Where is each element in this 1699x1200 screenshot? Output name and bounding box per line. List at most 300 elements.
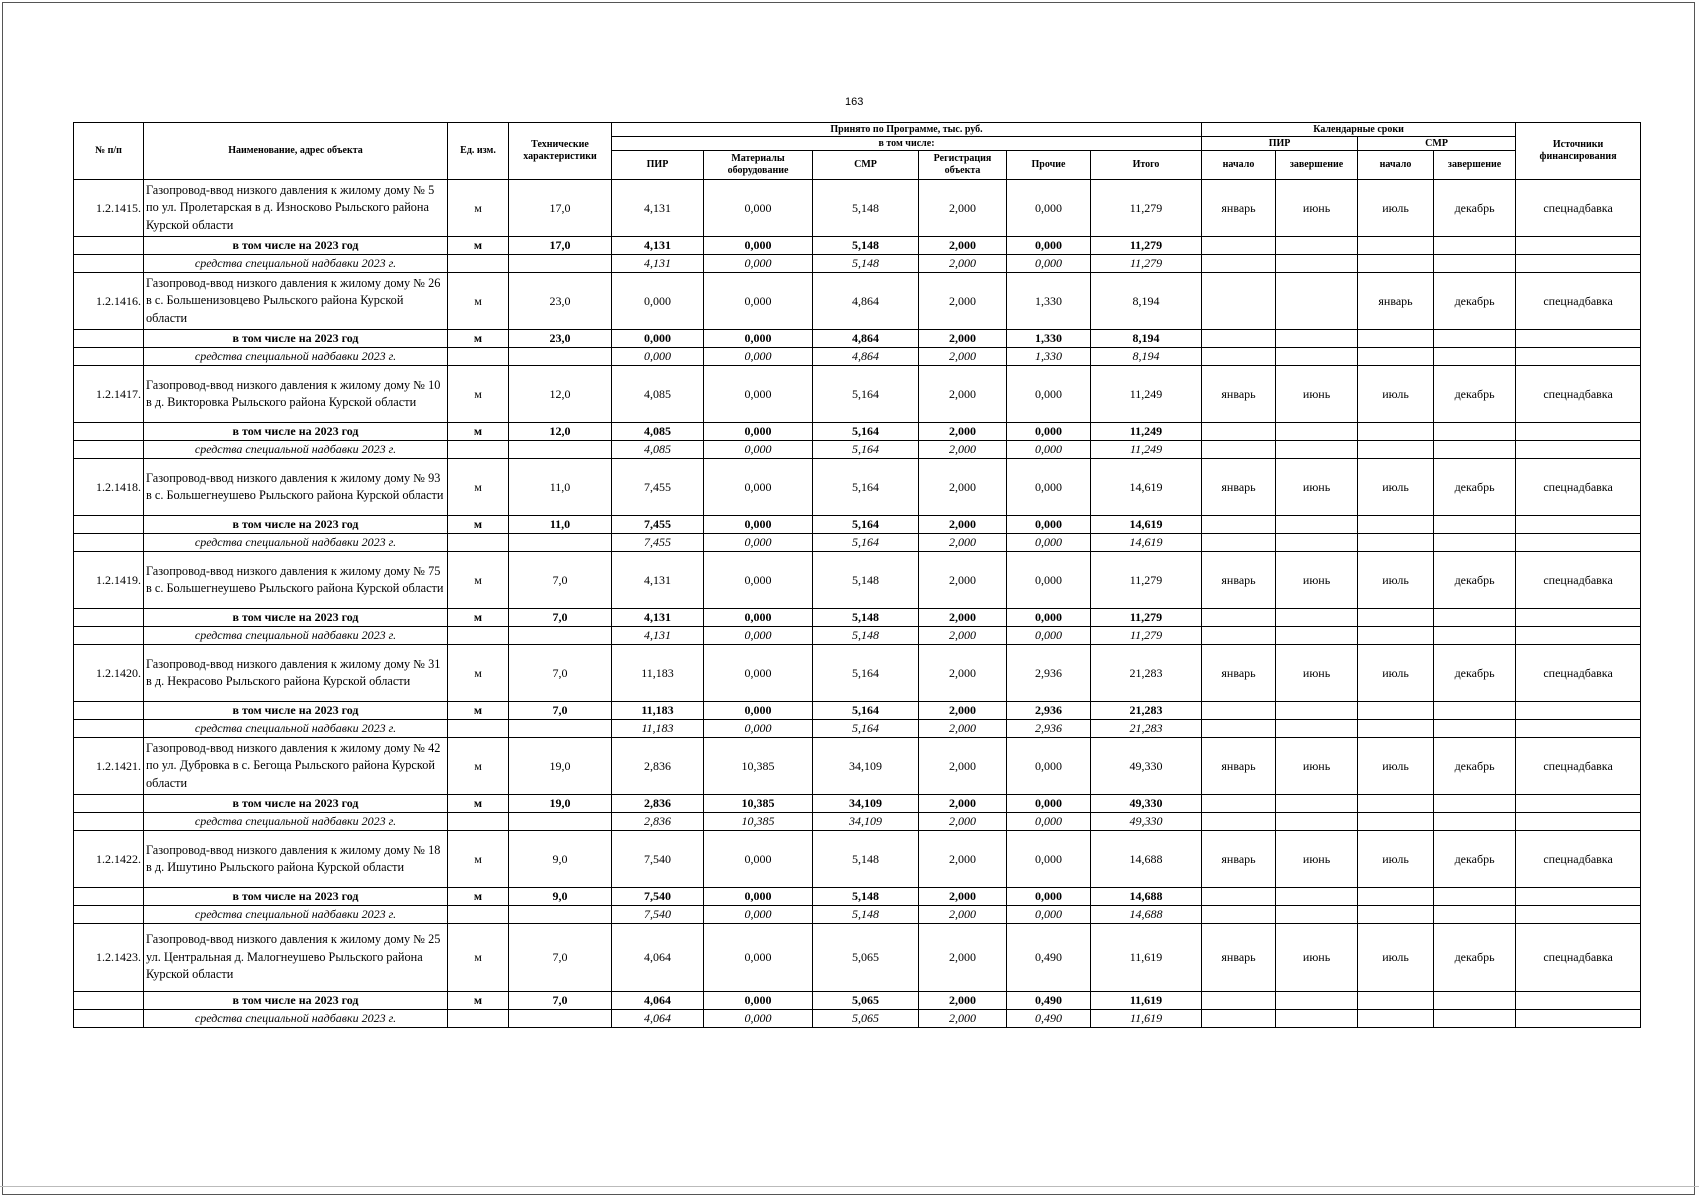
smr-value: 5,148 (813, 255, 919, 273)
header-materials: Материалы оборудование (704, 151, 813, 180)
empty-cell (1434, 1010, 1516, 1028)
fund-subtotal-label: средства специальной надбавки 2023 г. (144, 441, 448, 459)
object-name: Газопровод-ввод низкого давления к жилому дому № 93 в с. Большегнеушево Рыльского района Курской области (144, 459, 448, 516)
smr-end: декабрь (1434, 645, 1516, 702)
pir-value: 7,540 (612, 906, 704, 924)
pir-value: 7,455 (612, 459, 704, 516)
total-value: 14,619 (1091, 459, 1202, 516)
year-subtotal-label: в том числе на 2023 год (144, 330, 448, 348)
pir-end: июнь (1276, 459, 1358, 516)
empty-cell (1276, 609, 1358, 627)
funding-source: спецнадбавка (1516, 552, 1641, 609)
page-number: 163 (845, 96, 864, 108)
empty-cell (509, 813, 612, 831)
empty-cell (74, 888, 144, 906)
empty-cell (1516, 237, 1641, 255)
unit: м (448, 609, 509, 627)
empty-cell (1516, 348, 1641, 366)
funding-source: спецнадбавка (1516, 366, 1641, 423)
pir-start: январь (1202, 552, 1276, 609)
smr-start: июль (1358, 924, 1434, 992)
materials-value: 0,000 (704, 180, 813, 237)
materials-value: 0,000 (704, 720, 813, 738)
materials-value: 0,000 (704, 366, 813, 423)
registration-value: 2,000 (919, 516, 1007, 534)
smr-value: 5,164 (813, 702, 919, 720)
year-subtotal-row (74, 992, 1641, 1010)
empty-cell (1202, 516, 1276, 534)
empty-cell (74, 441, 144, 459)
registration-value: 2,000 (919, 180, 1007, 237)
other-value: 2,936 (1007, 645, 1091, 702)
unit: м (448, 738, 509, 795)
fund-subtotal-row (74, 348, 1641, 366)
materials-value: 0,000 (704, 627, 813, 645)
registration-value: 2,000 (919, 906, 1007, 924)
empty-cell (1202, 441, 1276, 459)
empty-cell (74, 1010, 144, 1028)
fund-subtotal-row (74, 906, 1641, 924)
empty-cell (1202, 720, 1276, 738)
empty-cell (74, 255, 144, 273)
empty-cell (509, 441, 612, 459)
object-id: 1.2.1418. (74, 459, 144, 516)
other-value: 0,000 (1007, 534, 1091, 552)
smr-end: декабрь (1434, 552, 1516, 609)
empty-cell (1276, 237, 1358, 255)
registration-value: 2,000 (919, 441, 1007, 459)
header-source: Источники финансирования (1516, 123, 1641, 180)
funding-source: спецнадбавка (1516, 180, 1641, 237)
registration-value: 2,000 (919, 1010, 1007, 1028)
smr-value: 5,164 (813, 423, 919, 441)
smr-value: 5,148 (813, 609, 919, 627)
fund-subtotal-label: средства специальной надбавки 2023 г. (144, 720, 448, 738)
materials-value: 0,000 (704, 552, 813, 609)
registration-value: 2,000 (919, 924, 1007, 992)
empty-cell (1276, 348, 1358, 366)
empty-cell (1516, 1010, 1641, 1028)
total-value: 11,279 (1091, 237, 1202, 255)
pir-value: 7,540 (612, 888, 704, 906)
registration-value: 2,000 (919, 237, 1007, 255)
fund-subtotal-row (74, 441, 1641, 459)
empty-cell (1202, 348, 1276, 366)
other-value: 0,000 (1007, 738, 1091, 795)
object-name: Газопровод-ввод низкого давления к жилому дому № 5 по ул. Пролетарская в д. Износково Рыльского района Курской области (144, 180, 448, 237)
header-accepted: Принято по Программе, тыс. руб. (612, 123, 1202, 137)
empty-cell (74, 330, 144, 348)
tech-value: 19,0 (509, 738, 612, 795)
smr-value: 4,864 (813, 330, 919, 348)
pir-value: 4,131 (612, 609, 704, 627)
total-value: 8,194 (1091, 273, 1202, 330)
tech-value: 7,0 (509, 702, 612, 720)
funding-source: спецнадбавка (1516, 459, 1641, 516)
registration-value: 2,000 (919, 255, 1007, 273)
registration-value: 2,000 (919, 831, 1007, 888)
empty-cell (509, 1010, 612, 1028)
tech-value: 9,0 (509, 888, 612, 906)
smr-value: 4,864 (813, 348, 919, 366)
header-smr-start: начало (1358, 151, 1434, 180)
materials-value: 0,000 (704, 645, 813, 702)
empty-cell (448, 906, 509, 924)
pir-start: январь (1202, 645, 1276, 702)
smr-start: июль (1358, 645, 1434, 702)
pir-start (1202, 273, 1276, 330)
empty-cell (74, 813, 144, 831)
empty-cell (1434, 255, 1516, 273)
pir-end: июнь (1276, 924, 1358, 992)
materials-value: 0,000 (704, 888, 813, 906)
tech-value: 17,0 (509, 237, 612, 255)
registration-value: 2,000 (919, 627, 1007, 645)
year-subtotal-row (74, 237, 1641, 255)
empty-cell (1434, 348, 1516, 366)
object-id: 1.2.1417. (74, 366, 144, 423)
empty-cell (1516, 906, 1641, 924)
empty-cell (1358, 888, 1434, 906)
empty-cell (1202, 609, 1276, 627)
empty-cell (1202, 702, 1276, 720)
unit: м (448, 888, 509, 906)
empty-cell (1358, 609, 1434, 627)
smr-end: декабрь (1434, 180, 1516, 237)
smr-value: 5,148 (813, 180, 919, 237)
pir-start: январь (1202, 180, 1276, 237)
table-row (74, 366, 1641, 423)
pir-start: январь (1202, 924, 1276, 992)
other-value: 0,000 (1007, 441, 1091, 459)
empty-cell (1202, 627, 1276, 645)
pir-end: июнь (1276, 366, 1358, 423)
pir-value: 0,000 (612, 273, 704, 330)
empty-cell (509, 348, 612, 366)
object-name: Газопровод-ввод низкого давления к жилому дому № 10 в д. Викторовка Рыльского района Курской области (144, 366, 448, 423)
header-pir-end: завершение (1276, 151, 1358, 180)
object-name: Газопровод-ввод низкого давления к жилому дому № 31 в д. Некрасово Рыльского района Курской области (144, 645, 448, 702)
pir-end: июнь (1276, 738, 1358, 795)
empty-cell (1358, 992, 1434, 1010)
pir-value: 7,540 (612, 831, 704, 888)
empty-cell (1434, 237, 1516, 255)
materials-value: 0,000 (704, 441, 813, 459)
pir-value: 11,183 (612, 720, 704, 738)
unit: м (448, 459, 509, 516)
total-value: 21,283 (1091, 645, 1202, 702)
pir-value: 4,131 (612, 627, 704, 645)
fund-subtotal-label: средства специальной надбавки 2023 г. (144, 1010, 448, 1028)
empty-cell (1516, 720, 1641, 738)
registration-value: 2,000 (919, 795, 1007, 813)
header-smr: СМР (813, 151, 919, 180)
empty-cell (1202, 237, 1276, 255)
other-value: 1,330 (1007, 330, 1091, 348)
smr-start: июль (1358, 552, 1434, 609)
object-name: Газопровод-ввод низкого давления к жилому дому № 75 в с. Большегнеушево Рыльского района Курской области (144, 552, 448, 609)
empty-cell (1358, 237, 1434, 255)
empty-cell (1434, 609, 1516, 627)
pir-end: июнь (1276, 180, 1358, 237)
empty-cell (448, 813, 509, 831)
empty-cell (1434, 627, 1516, 645)
total-value: 49,330 (1091, 795, 1202, 813)
other-value: 0,000 (1007, 423, 1091, 441)
empty-cell (74, 702, 144, 720)
empty-cell (1276, 627, 1358, 645)
total-value: 11,249 (1091, 366, 1202, 423)
smr-value: 5,164 (813, 516, 919, 534)
unit: м (448, 831, 509, 888)
pir-value: 2,836 (612, 795, 704, 813)
pir-start: январь (1202, 459, 1276, 516)
header-name: Наименование, адрес объекта (144, 123, 448, 180)
empty-cell (1516, 330, 1641, 348)
empty-cell (1358, 348, 1434, 366)
total-value: 49,330 (1091, 813, 1202, 831)
registration-value: 2,000 (919, 366, 1007, 423)
registration-value: 2,000 (919, 992, 1007, 1010)
funding-source: спецнадбавка (1516, 645, 1641, 702)
materials-value: 0,000 (704, 702, 813, 720)
unit: м (448, 366, 509, 423)
empty-cell (1276, 1010, 1358, 1028)
funding-source: спецнадбавка (1516, 738, 1641, 795)
empty-cell (1434, 702, 1516, 720)
pir-value: 4,131 (612, 237, 704, 255)
total-value: 11,619 (1091, 1010, 1202, 1028)
smr-start: июль (1358, 366, 1434, 423)
tech-value: 11,0 (509, 516, 612, 534)
table-row (74, 645, 1641, 702)
pir-value: 4,131 (612, 552, 704, 609)
header-total: Итого (1091, 151, 1202, 180)
empty-cell (448, 534, 509, 552)
empty-cell (1434, 906, 1516, 924)
materials-value: 0,000 (704, 992, 813, 1010)
pir-value: 4,085 (612, 441, 704, 459)
header-pir: ПИР (612, 151, 704, 180)
empty-cell (1276, 813, 1358, 831)
year-subtotal-label: в том числе на 2023 год (144, 237, 448, 255)
fund-subtotal-row (74, 255, 1641, 273)
total-value: 14,619 (1091, 516, 1202, 534)
year-subtotal-label: в том числе на 2023 год (144, 423, 448, 441)
smr-end: декабрь (1434, 738, 1516, 795)
other-value: 0,000 (1007, 795, 1091, 813)
object-id: 1.2.1421. (74, 738, 144, 795)
empty-cell (1202, 795, 1276, 813)
fund-subtotal-label: средства специальной надбавки 2023 г. (144, 255, 448, 273)
fund-subtotal-row (74, 720, 1641, 738)
other-value: 0,000 (1007, 906, 1091, 924)
empty-cell (1434, 813, 1516, 831)
empty-cell (1276, 702, 1358, 720)
pir-end: июнь (1276, 831, 1358, 888)
empty-cell (74, 627, 144, 645)
empty-cell (1434, 330, 1516, 348)
empty-cell (1358, 423, 1434, 441)
pir-start: январь (1202, 366, 1276, 423)
smr-value: 5,148 (813, 552, 919, 609)
pir-value: 2,836 (612, 813, 704, 831)
year-subtotal-row (74, 795, 1641, 813)
empty-cell (1516, 702, 1641, 720)
empty-cell (74, 516, 144, 534)
empty-cell (1434, 441, 1516, 459)
other-value: 0,000 (1007, 552, 1091, 609)
empty-cell (1358, 795, 1434, 813)
empty-cell (1434, 423, 1516, 441)
pir-value: 11,183 (612, 702, 704, 720)
header-cal-pir: ПИР (1202, 137, 1358, 151)
year-subtotal-row (74, 516, 1641, 534)
empty-cell (74, 534, 144, 552)
total-value: 11,619 (1091, 992, 1202, 1010)
fund-subtotal-row (74, 627, 1641, 645)
smr-value: 5,164 (813, 534, 919, 552)
pir-end (1276, 273, 1358, 330)
header-unit: Ед. изм. (448, 123, 509, 180)
empty-cell (1434, 720, 1516, 738)
header-other: Прочие (1007, 151, 1091, 180)
object-name: Газопровод-ввод низкого давления к жилому дому № 42 по ул. Дубровка в с. Бегоща Рыльского района Курской области (144, 738, 448, 795)
empty-cell (448, 720, 509, 738)
table-row (74, 738, 1641, 795)
year-subtotal-label: в том числе на 2023 год (144, 516, 448, 534)
table-body (74, 180, 1641, 1028)
smr-value: 5,065 (813, 924, 919, 992)
empty-cell (1434, 534, 1516, 552)
unit: м (448, 423, 509, 441)
empty-cell (74, 992, 144, 1010)
total-value: 21,283 (1091, 720, 1202, 738)
smr-end: декабрь (1434, 366, 1516, 423)
tech-value: 9,0 (509, 831, 612, 888)
total-value: 11,249 (1091, 441, 1202, 459)
empty-cell (1276, 906, 1358, 924)
materials-value: 10,385 (704, 795, 813, 813)
materials-value: 0,000 (704, 924, 813, 992)
empty-cell (1276, 330, 1358, 348)
registration-value: 2,000 (919, 702, 1007, 720)
funding-source: спецнадбавка (1516, 924, 1641, 992)
materials-value: 10,385 (704, 738, 813, 795)
other-value: 0,000 (1007, 516, 1091, 534)
empty-cell (74, 348, 144, 366)
smr-start: июль (1358, 738, 1434, 795)
registration-value: 2,000 (919, 423, 1007, 441)
registration-value: 2,000 (919, 552, 1007, 609)
tech-value: 19,0 (509, 795, 612, 813)
smr-end: декабрь (1434, 924, 1516, 992)
empty-cell (1276, 516, 1358, 534)
empty-cell (1276, 534, 1358, 552)
smr-start: июль (1358, 180, 1434, 237)
empty-cell (1358, 255, 1434, 273)
smr-value: 34,109 (813, 813, 919, 831)
materials-value: 0,000 (704, 1010, 813, 1028)
total-value: 14,688 (1091, 831, 1202, 888)
smr-value: 5,148 (813, 831, 919, 888)
fund-subtotal-label: средства специальной надбавки 2023 г. (144, 627, 448, 645)
object-name: Газопровод-ввод низкого давления к жилому дому № 26 в с. Большенизовцево Рыльского района Курской области (144, 273, 448, 330)
header-no: № п/п (74, 123, 144, 180)
fund-subtotal-row (74, 813, 1641, 831)
header-cal-smr: СМР (1358, 137, 1516, 151)
empty-cell (1434, 992, 1516, 1010)
smr-value: 5,148 (813, 627, 919, 645)
empty-cell (1358, 720, 1434, 738)
empty-cell (509, 255, 612, 273)
empty-cell (448, 255, 509, 273)
table-row (74, 180, 1641, 237)
empty-cell (1358, 813, 1434, 831)
pir-value: 4,131 (612, 180, 704, 237)
year-subtotal-row (74, 609, 1641, 627)
total-value: 14,688 (1091, 906, 1202, 924)
other-value: 0,000 (1007, 831, 1091, 888)
smr-value: 5,065 (813, 1010, 919, 1028)
pir-value: 4,064 (612, 924, 704, 992)
total-value: 11,279 (1091, 180, 1202, 237)
unit: м (448, 273, 509, 330)
tech-value: 7,0 (509, 552, 612, 609)
empty-cell (448, 627, 509, 645)
total-value: 8,194 (1091, 330, 1202, 348)
table-row (74, 459, 1641, 516)
object-id: 1.2.1423. (74, 924, 144, 992)
empty-cell (74, 609, 144, 627)
pir-end: июнь (1276, 645, 1358, 702)
empty-cell (1358, 534, 1434, 552)
empty-cell (1358, 441, 1434, 459)
table-row (74, 831, 1641, 888)
object-id: 1.2.1420. (74, 645, 144, 702)
empty-cell (74, 906, 144, 924)
empty-cell (1516, 813, 1641, 831)
empty-cell (74, 237, 144, 255)
fund-subtotal-label: средства специальной надбавки 2023 г. (144, 813, 448, 831)
registration-value: 2,000 (919, 888, 1007, 906)
funding-source: спецнадбавка (1516, 831, 1641, 888)
materials-value: 0,000 (704, 609, 813, 627)
other-value: 0,000 (1007, 459, 1091, 516)
smr-end: декабрь (1434, 273, 1516, 330)
empty-cell (1516, 627, 1641, 645)
tech-value: 7,0 (509, 609, 612, 627)
other-value: 0,490 (1007, 1010, 1091, 1028)
empty-cell (1434, 888, 1516, 906)
registration-value: 2,000 (919, 720, 1007, 738)
other-value: 1,330 (1007, 348, 1091, 366)
smr-value: 5,164 (813, 366, 919, 423)
object-name: Газопровод-ввод низкого давления к жилому дому № 25 ул. Центральная д. Малогнеушево Рыльского района Курской области (144, 924, 448, 992)
year-subtotal-label: в том числе на 2023 год (144, 609, 448, 627)
object-id: 1.2.1419. (74, 552, 144, 609)
pir-value: 2,836 (612, 738, 704, 795)
total-value: 11,279 (1091, 627, 1202, 645)
empty-cell (448, 441, 509, 459)
year-subtotal-label: в том числе на 2023 год (144, 702, 448, 720)
empty-cell (1358, 516, 1434, 534)
tech-value: 11,0 (509, 459, 612, 516)
empty-cell (1358, 627, 1434, 645)
registration-value: 2,000 (919, 609, 1007, 627)
total-value: 11,249 (1091, 423, 1202, 441)
pir-end: июнь (1276, 552, 1358, 609)
